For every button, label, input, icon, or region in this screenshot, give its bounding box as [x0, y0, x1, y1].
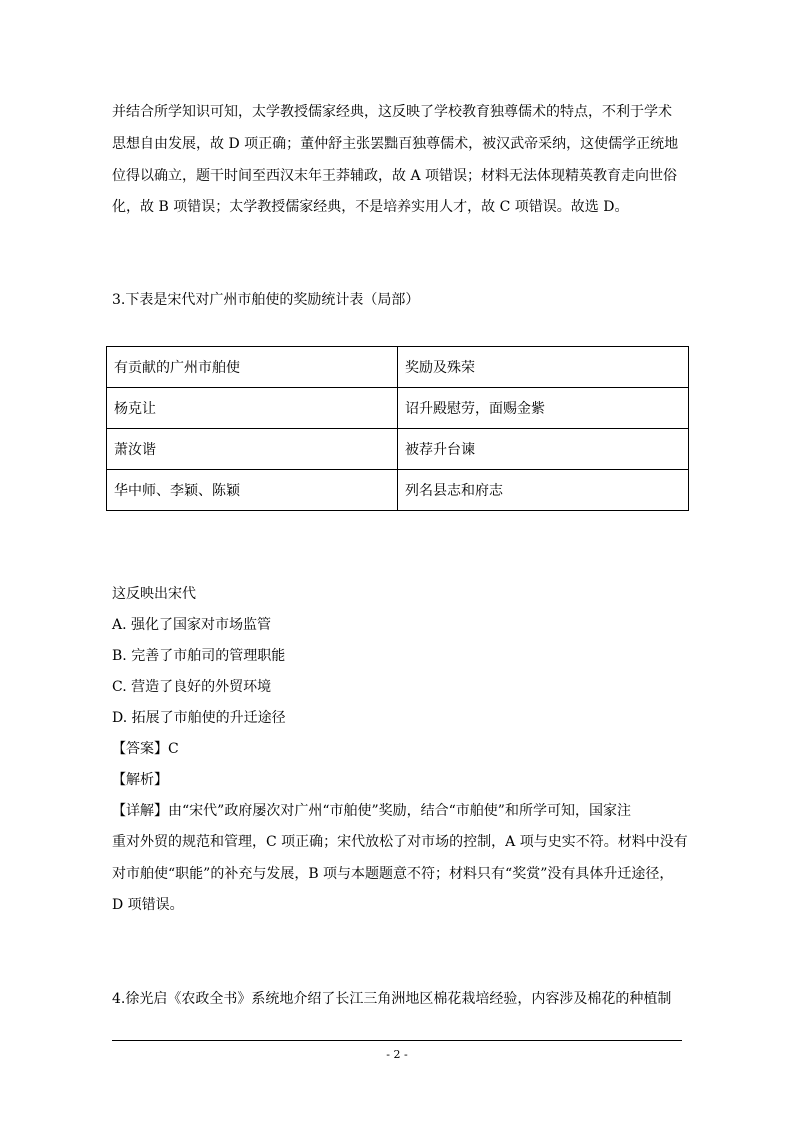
q2-explanation-line: 位得以确立，题干时间至西汉末年王莽辅政，故 A 项错误；材料无法体现精英教育走向世俗	[112, 168, 678, 184]
q2-explanation-line: 思想自由发展，故 D 项正确；董仲舒主张罢黜百独尊儒术，被汉武帝采纳，这使儒学正统地	[112, 136, 679, 152]
table-row	[107, 470, 689, 511]
table-cell: 列名县志和府志	[398, 470, 689, 511]
q2-explanation-line: 并结合所学知识可知，太学教授儒家经典，这反映了学校教育独尊儒术的特点，不利于学术	[112, 104, 672, 120]
footer-divider	[112, 1040, 682, 1041]
q3-reward-table	[106, 346, 689, 511]
q3-detail-line: 对市舶使“职能”的补充与发展，B 项与本题题意不符；材料只有“奖赏”没有具体升迁途径，	[112, 866, 674, 882]
table-header-row	[107, 347, 689, 388]
q3-option-b: B. 完善了市舶司的管理职能	[112, 648, 286, 664]
table-cell: 华中师、李颖、陈颖	[107, 470, 398, 511]
q3-detail-line: 重对外贸的规范和管理，C 项正确；宋代放松了对市场的控制，A 项与史实不符。材料中没有	[112, 834, 688, 850]
q4-stem: 4.徐光启《农政全书》系统地介绍了长江三角洲地区棉花栽培经验，内容涉及棉花的种植制	[112, 991, 672, 1007]
q3-stem: 3.下表是宋代对广州市舶使的奖励统计表（局部）	[112, 292, 420, 308]
q3-analysis-title: 【解析】	[112, 772, 168, 788]
q3-answer: 【答案】C	[112, 741, 179, 757]
table-row	[107, 429, 689, 470]
q3-option-d: D. 拓展了市舶使的升迁途径	[112, 710, 286, 726]
table-row	[107, 388, 689, 429]
q3-detail-line: 【详解】由“宋代”政府屡次对广州“市舶使”奖励，结合“市舶使”和所学可知，国家注	[112, 803, 631, 819]
q3-option-a: A. 强化了国家对市场监管	[112, 617, 272, 633]
table-header-cell: 有贡献的广州市舶使	[107, 347, 398, 388]
table-cell: 萧汝谐	[107, 429, 398, 470]
q3-detail-line: D 项错误。	[112, 897, 184, 913]
page-number: - 2 -	[386, 1048, 408, 1061]
table-cell: 诏升殿慰劳，面赐金紫	[398, 388, 689, 429]
q2-explanation-line: 化，故 B 项错误；太学教授儒家经典，不是培养实用人才，故 C 项错误。故选 D。	[112, 199, 629, 215]
table-header-cell: 奖励及殊荣	[398, 347, 689, 388]
table-cell: 被荐升台谏	[398, 429, 689, 470]
table-cell: 杨克让	[107, 388, 398, 429]
q3-prompt: 这反映出宋代	[112, 586, 196, 602]
q3-option-c: C. 营造了良好的外贸环境	[112, 679, 272, 695]
